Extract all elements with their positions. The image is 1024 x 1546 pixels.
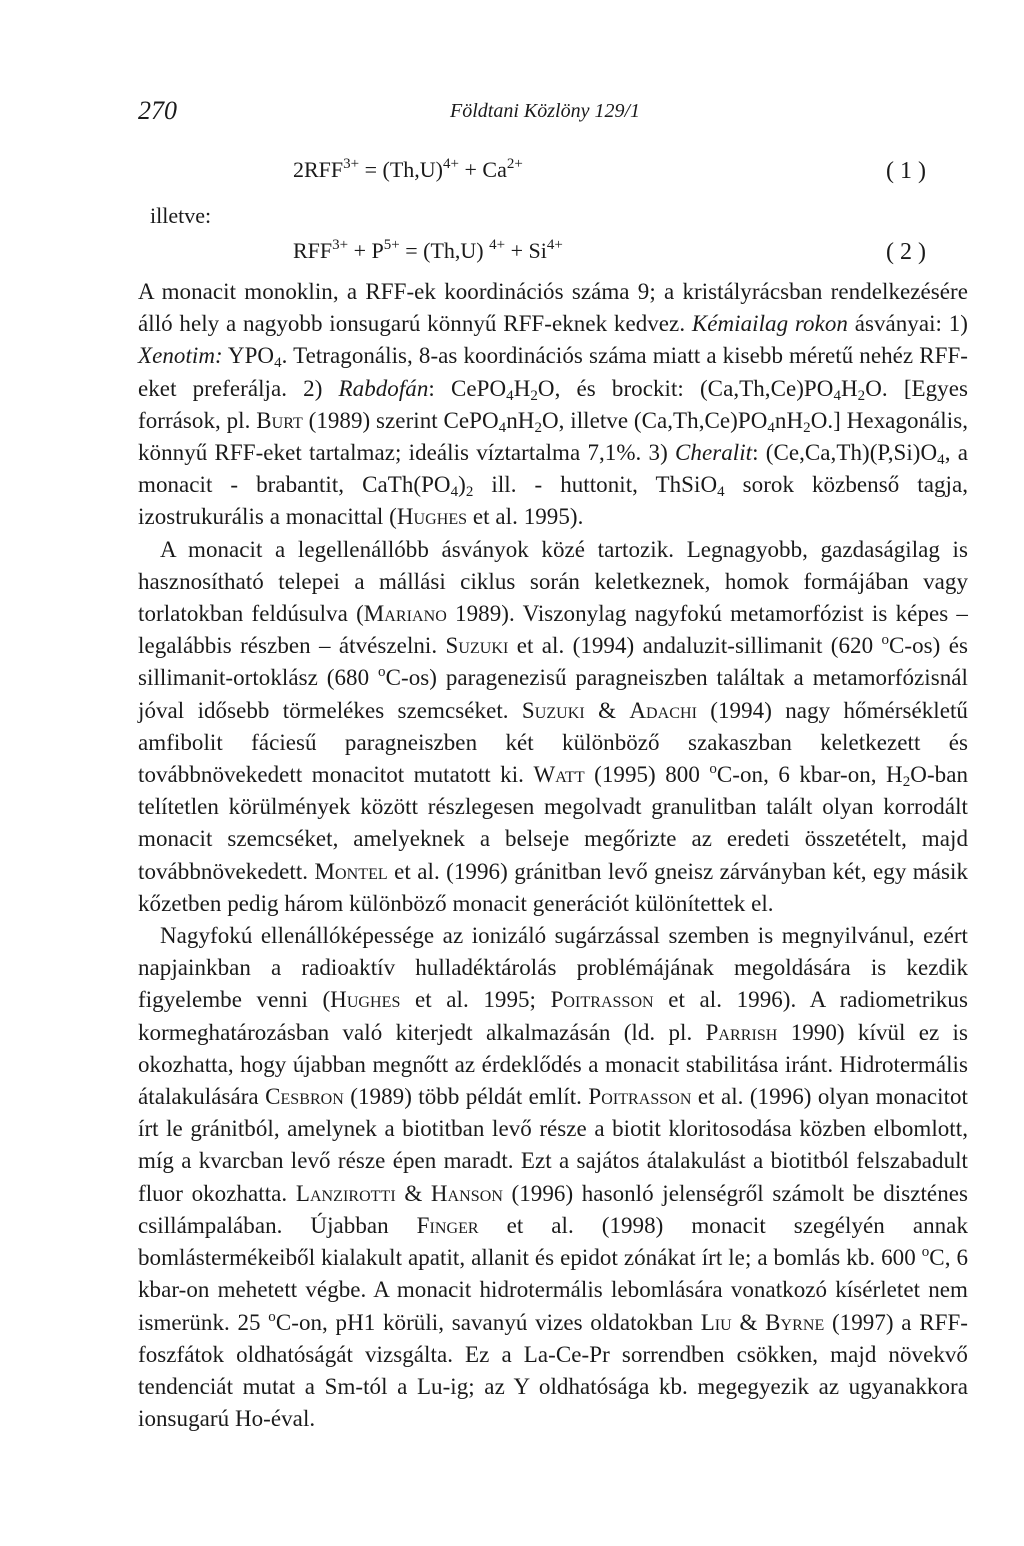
article-body: [138, 276, 968, 1435]
paragraph-2: A monacit a legellenállóbb ásványok közé tartozik. Legnagyobb, gazdaságilag is hasznosítható telepei a mállási ciklus során keletkeznek, homok formájában vagy torlatokban feldúsulva (Mariano 1989). Viszonylag nagyfokú metamorfózist is képes – legalábbis részben – átvészelni. Suzuki et al. (1994) andaluzit-sillimanit (620 $^o$C-os) és sillimanit-ortoklász (680 $^o$C-os) paragenezisű paragneiszben találtak a metamorfózisnál jóval idősebb törmelékes szemcséket. Suzuki & Adachi (1994) nagy hőmérsékletű amfibolit fáciesű paragneiszben két különböző szakaszban keletkezett és továbbnövekedett monacitot mutatott ki. Watt (1995) 800 $^o$C-on, 6 kbar-on, $H_2O$-ban telítetlen körülmények között részlegesen megolvadt granulitban talált olyan korrodált monacit szemcséket, amelyeknek a belseje megőrizte az eredeti összetételt, majd továbbnövekedett. Montel et al. (1996) gránitban levő gneisz zárványban két, egy másik kőzetben pedig három különböző monacit generációt különítettek el.: [138, 536, 969, 916]
paragraph-3: Nagyfokú ellenállóképessége az ionizáló sugárzással szemben is megnyilvánul, ezért napjainkban a radioaktív hulladéktárolás problémájának megoldására is kezdik figyelembe venni (Hughes et al. 1995; Poitrasson et al. 1996). A radiometrikus kormeghatározásban való kiterjedt alkalmazásán (ld. pl. Parrish 1990) kívül ez is okozhatta, hogy újabban megnőtt az érdeklődés a monacit stabilitása iránt. Hidrotermális átalakulására Cesbron (1989) több példát említ. Poitrasson et al. (1996) olyan monacitot írt le gránitból, amelynek a biotitban levő része a biotit kloritosodása közben elbomlott, míg a kvarcban levő része épen maradt. Ezt a sajátos átalakulást a biotitból felszabadult fluor okozhatta. Lanzirotti & Hanson (1996) hasonló jelenségről számolt be disztén​es csillámpalában. Újabban Finger et al. (1998) monacit szegélyén annak bomlástermékeiből kialakult apatit, allanit és epidot zónákat írt le; a bomlás kb. 600 $^o$C, 6 kbar-on mehetett végbe. A monacit hidrotermális lebomlására vonatkozó kísérletet nem ismerünk. 25 $^o$C-on, pH1 körüli, savanyú vizes oldatokban Liu & Byrne (1997) a RFF-foszfátok oldhatóságát vizsgálta. Ez a La-Ce-Pr sorrendben csökken, majd növekvő tendenciát mutat a Sm-tól a Lu-ig; az Y oldhatósága kb. megegyezik az ugyanakkora ionsugarú Ho-éval.: [138, 923, 969, 1432]
paragraph-1: A monacit monoklin, a RFF-ek koordinációs száma 9; a kristályrácsban rendelkezésére álló hely a nagyobb ionsugarú könnyű RFF-eknek kedvez. Kémiailag rokon ásványai: 1) Xenotim: $YPO_4$. Tetragonális, 8-as koordinációs száma miatt a kisebb méretű nehéz RFF-eket preferálja. 2) Rabdofán: $CePO_4H_2O$, és brockit: $(Ca,Th,Ce)PO_4H_2O$. [Egyes források, pl. Burt (1989) szerint $CePO_4nH_2O$, illetve $(Ca,Th,Ce)PO_4nH_2O$.] Hexagonális, könnyű RFF-eket tartalmaz; ideális víztartalma 7,1%. 3) Cheralit: $(Ce,Ca,Th)(P,Si)O_4$, a monacit - brabantit, $CaTh(PO_4)_2$ ill. - huttonit, ThSiO$_4$ sorok közbenső tagja, izostrukurális a monacittal (Hughes et al. 1995).: [138, 279, 969, 530]
equation-connector: illetve:: [150, 203, 212, 228]
equation-2: $RFF^{3+} + P^{5+} = (Th,U) ^{4+} + Si^{4+}$: [293, 237, 563, 263]
equation-1: $2RFF^{3+} = (Th,U)^{4+} + Ca^{2+}$: [293, 156, 523, 182]
equation-1-number: ( 1 ): [886, 158, 926, 184]
equation-2-number: ( 2 ): [886, 239, 926, 265]
page-number: 270: [138, 96, 177, 125]
page-header: [138, 96, 968, 136]
journal-title: Földtani Közlöny 129/1: [450, 100, 640, 122]
